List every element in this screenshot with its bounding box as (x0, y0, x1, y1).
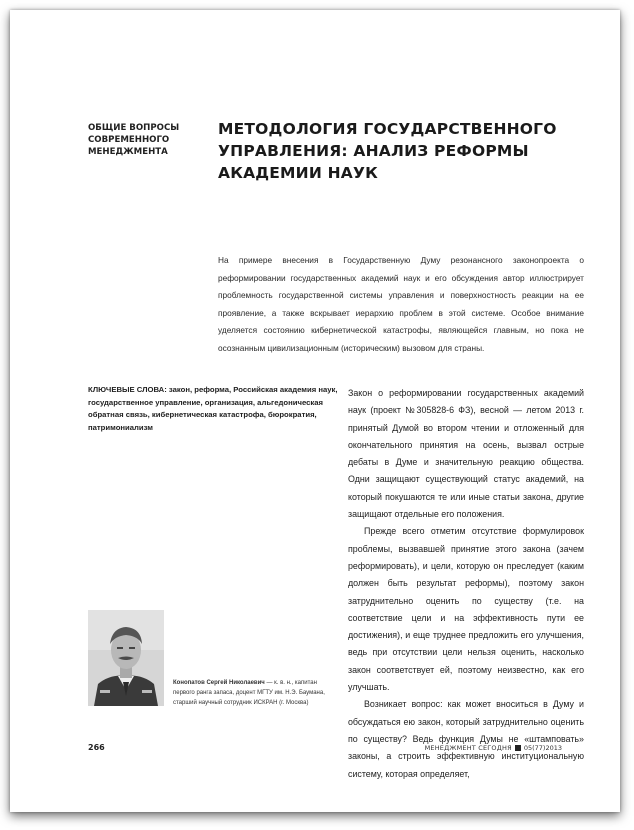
journal-page (10, 10, 620, 812)
author-details: — к. в. н., капитан первого ранга запаса, доцент МГТУ им. Н.Э. Баумана, старший научный сотрудник ИСКРАН (г. Москва) (173, 680, 325, 706)
article-abstract: На примере внесения в Государственную Думу резонансного законопроекта о реформировании государственных академий наук и его обсуждения автор иллюстрирует проблемность государственной системы управления и поверхностность реакции на ее проявление, а также вскрывает иерархию проблем в этой системе. Особое внимание уделяется состоянию кибернетической катастрофы, являющейся главным, но пока не осознанным цивилизационным (историческим) вызовом для страны. (218, 255, 584, 353)
keywords-block (88, 384, 338, 434)
body-paragraph: Закон о реформировании государственных академий наук (проект №305828-6 ФЗ), весной — летом 2013 г. принятый Думой во втором чтении и отложенный для окончательного принятия на осень, вызвал острые дебаты в Думе и значительную реакцию общества. Одни защищают существующий статус академий, на который покушаются те или иные статьи закона, другие защищают отдельные его положения. (348, 388, 584, 520)
issue-number: 05(77)2013 (523, 744, 562, 752)
body-paragraph: Возникает вопрос: как может вноситься в Думу и обсуждаться ею закон, который затруднительно оценить по существу? Ведь функция Думы не «штамповать» законы, а строить эффективную институциональную систему, которая определяет, (348, 699, 584, 779)
page-number: 266 (88, 743, 105, 752)
keywords-text: закон, реформа, Российская академия наук, государственное управление, организация, альгедоническая обратная связь, кибернетическая катастрофа, бюрократия, патримониализм (88, 385, 338, 432)
author-portrait-image (88, 610, 164, 706)
body-column (348, 385, 584, 783)
section-rubric: ОБЩИЕ ВОПРОСЫ СОВРЕМЕННОГО МЕНЕДЖМЕНТА (88, 123, 180, 157)
author-info (173, 678, 338, 708)
journal-name: МЕНЕДЖМЕНТ СЕГОДНЯ (424, 744, 512, 752)
body-paragraph: Прежде всего отметим отсутствие формулировок проблемы, вызвавшей принятие этого закона (зачем реформировать), и цели, которую он преследует (каким должен быть результат реформы), поэтому закон затруднительно оценить по существу (т.е. на соответствие цели и на эффективность пути ее достижения), и еще труднее предложить его улучшения, ведь при отсутствии цели нельзя оценить, насколько закон соответствует ей, поэтому неизвестно, как его улучшать. (348, 526, 584, 693)
author-name: Конопатов Сергей Николаевич (173, 680, 265, 686)
author-photo (88, 610, 164, 706)
running-footer (425, 744, 562, 752)
square-separator-icon (515, 745, 521, 751)
article-title: МЕТОДОЛОГИЯ ГОСУДАРСТВЕННОГО УПРАВЛЕНИЯ: АНАЛИЗ РЕФОРМЫ АКАДЕМИИ НАУК (218, 120, 557, 182)
keywords-label: КЛЮЧЕВЫЕ СЛОВА: (88, 385, 167, 394)
